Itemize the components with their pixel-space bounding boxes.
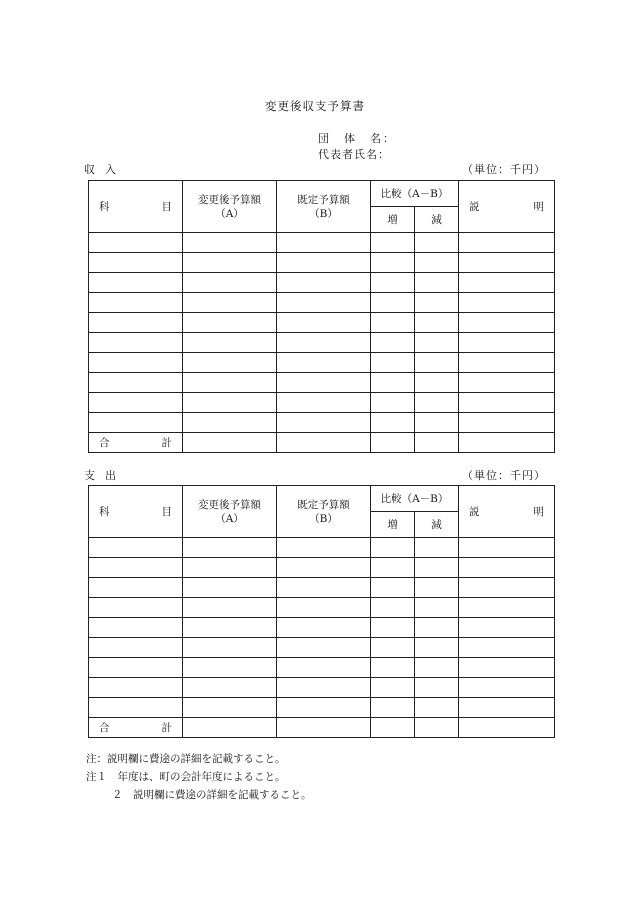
expense-section-label: 支出	[84, 469, 126, 482]
table-cell[interactable]	[183, 638, 277, 658]
table-row	[89, 678, 555, 698]
table-cell[interactable]	[89, 638, 183, 658]
income-header-after-budget	[183, 181, 277, 233]
table-cell[interactable]	[459, 638, 555, 658]
table-row	[89, 578, 555, 598]
table-cell[interactable]	[183, 618, 277, 638]
table-cell[interactable]	[277, 273, 371, 293]
table-cell[interactable]	[459, 333, 555, 353]
table-cell[interactable]	[183, 433, 277, 453]
income-header-existing-budget	[277, 181, 371, 233]
table-cell[interactable]	[371, 538, 415, 558]
table-cell[interactable]	[371, 598, 415, 618]
table-cell[interactable]	[277, 233, 371, 253]
table-cell[interactable]	[371, 373, 415, 393]
table-cell[interactable]	[371, 658, 415, 678]
table-cell[interactable]	[459, 698, 555, 718]
expense-unit-label: （単位：千円）	[462, 469, 546, 482]
income-table	[88, 180, 555, 453]
table-cell[interactable]	[183, 558, 277, 578]
table-cell[interactable]	[183, 718, 277, 738]
table-row	[89, 233, 555, 253]
table-cell[interactable]	[415, 618, 459, 638]
table-cell[interactable]	[459, 273, 555, 293]
header-explain-left: 説	[469, 201, 480, 213]
table-cell[interactable]	[183, 598, 277, 618]
table-cell[interactable]	[459, 598, 555, 618]
table-cell[interactable]	[371, 333, 415, 353]
table-cell[interactable]	[371, 273, 415, 293]
header-after-budget-line2: （A）	[215, 512, 244, 525]
table-cell[interactable]	[459, 558, 555, 578]
table-cell[interactable]	[277, 433, 371, 453]
table-cell[interactable]	[371, 433, 415, 453]
table-cell[interactable]	[415, 313, 459, 333]
table-row	[89, 333, 555, 353]
table-cell[interactable]	[459, 373, 555, 393]
table-cell[interactable]	[89, 253, 183, 273]
table-cell[interactable]	[371, 393, 415, 413]
table-cell[interactable]	[277, 638, 371, 658]
table-cell[interactable]	[459, 313, 555, 333]
income-header-increase: 増	[371, 207, 415, 233]
header-after-budget-line1: 変更後予算額	[198, 498, 261, 511]
table-cell[interactable]	[371, 578, 415, 598]
table-cell[interactable]	[371, 293, 415, 313]
table-cell[interactable]	[415, 433, 459, 453]
table-cell[interactable]	[459, 718, 555, 738]
table-cell[interactable]	[459, 233, 555, 253]
note-line-2: 注１ 年度は、町の会計年度によること。	[86, 771, 286, 783]
table-cell[interactable]	[459, 618, 555, 638]
table-cell[interactable]	[415, 658, 459, 678]
note-line-1: 注：説明欄に費途の詳細を記載すること。	[86, 753, 286, 765]
organization-name-label: 団 体 名：	[318, 132, 396, 145]
table-cell[interactable]	[183, 393, 277, 413]
table-cell[interactable]	[371, 618, 415, 638]
expense-header-explain	[459, 486, 555, 538]
table-cell[interactable]	[277, 413, 371, 433]
table-row	[89, 698, 555, 718]
header-item-right: 目	[161, 506, 172, 518]
table-cell[interactable]	[89, 373, 183, 393]
header-item-right: 目	[161, 201, 172, 213]
table-cell[interactable]	[183, 413, 277, 433]
table-row	[89, 658, 555, 678]
table-cell[interactable]	[277, 333, 371, 353]
table-cell[interactable]	[89, 578, 183, 598]
table-cell[interactable]	[277, 678, 371, 698]
table-cell[interactable]	[415, 558, 459, 578]
table-cell[interactable]	[415, 353, 459, 373]
table-row	[89, 538, 555, 558]
table-cell[interactable]	[277, 293, 371, 313]
table-row	[89, 273, 555, 293]
table-cell[interactable]	[183, 578, 277, 598]
table-cell[interactable]	[415, 538, 459, 558]
table-cell[interactable]	[183, 333, 277, 353]
table-cell[interactable]	[371, 353, 415, 373]
notes-block	[86, 750, 312, 804]
table-cell[interactable]	[183, 658, 277, 678]
table-cell[interactable]	[183, 313, 277, 333]
table-cell[interactable]	[89, 393, 183, 413]
income-header-compare: 比較（A－B）	[371, 181, 459, 207]
income-section-label: 収入	[84, 163, 126, 176]
table-cell[interactable]	[415, 393, 459, 413]
expense-header-after-budget	[183, 486, 277, 538]
table-cell[interactable]	[459, 678, 555, 698]
table-row	[89, 618, 555, 638]
header-existing-budget-line1: 既定予算額	[297, 193, 350, 206]
table-cell[interactable]	[371, 678, 415, 698]
header-after-budget-line1: 変更後予算額	[198, 193, 261, 206]
header-explain-left: 説	[469, 506, 480, 518]
table-cell[interactable]	[415, 413, 459, 433]
header-explain-right: 明	[533, 506, 544, 518]
table-cell[interactable]	[415, 718, 459, 738]
table-cell[interactable]	[89, 333, 183, 353]
table-cell[interactable]	[89, 538, 183, 558]
expense-header-item	[89, 486, 183, 538]
table-cell[interactable]	[89, 293, 183, 313]
table-row	[89, 353, 555, 373]
table-cell[interactable]	[277, 618, 371, 638]
table-cell[interactable]	[371, 718, 415, 738]
table-cell[interactable]	[89, 273, 183, 293]
total-left: 合	[99, 722, 110, 734]
table-cell[interactable]	[415, 698, 459, 718]
table-cell[interactable]	[371, 638, 415, 658]
table-cell[interactable]	[183, 293, 277, 313]
table-row	[89, 293, 555, 313]
income-header-row	[89, 181, 555, 207]
table-cell[interactable]	[459, 578, 555, 598]
expense-header-decrease: 減	[415, 512, 459, 538]
expense-total-label	[89, 718, 183, 738]
expense-table	[88, 485, 555, 738]
table-cell[interactable]	[89, 353, 183, 373]
expense-header-row	[89, 486, 555, 512]
income-total-label	[89, 433, 183, 453]
table-cell[interactable]	[89, 658, 183, 678]
table-cell[interactable]	[183, 373, 277, 393]
table-cell[interactable]	[89, 413, 183, 433]
table-row	[89, 373, 555, 393]
header-existing-budget-line1: 既定予算額	[297, 498, 350, 511]
table-cell[interactable]	[459, 253, 555, 273]
table-cell[interactable]	[459, 353, 555, 373]
table-cell[interactable]	[415, 273, 459, 293]
total-left: 合	[99, 437, 110, 449]
table-cell[interactable]	[415, 333, 459, 353]
table-cell[interactable]	[183, 253, 277, 273]
table-cell[interactable]	[277, 578, 371, 598]
table-cell[interactable]	[371, 233, 415, 253]
table-cell[interactable]	[89, 313, 183, 333]
table-cell[interactable]	[277, 373, 371, 393]
table-row	[89, 393, 555, 413]
income-body	[89, 233, 555, 453]
table-cell[interactable]	[277, 558, 371, 578]
representative-name-label: 代表者氏名：	[318, 148, 390, 161]
table-cell[interactable]	[277, 353, 371, 373]
table-cell[interactable]	[89, 678, 183, 698]
table-cell[interactable]	[183, 698, 277, 718]
table-cell[interactable]	[415, 598, 459, 618]
income-header-item	[89, 181, 183, 233]
table-row	[89, 313, 555, 333]
table-cell[interactable]	[415, 233, 459, 253]
expense-header-compare: 比較（A－B）	[371, 486, 459, 512]
table-cell[interactable]	[89, 233, 183, 253]
table-cell[interactable]	[277, 538, 371, 558]
table-cell[interactable]	[277, 658, 371, 678]
table-cell[interactable]	[459, 538, 555, 558]
table-row	[89, 558, 555, 578]
table-cell[interactable]	[459, 393, 555, 413]
table-cell[interactable]	[277, 253, 371, 273]
table-cell[interactable]	[89, 618, 183, 638]
table-cell[interactable]	[415, 638, 459, 658]
income-unit-label: （単位：千円）	[462, 163, 546, 176]
table-cell[interactable]	[89, 558, 183, 578]
table-cell[interactable]	[459, 433, 555, 453]
table-cell[interactable]	[371, 413, 415, 433]
header-item-left: 科	[99, 201, 110, 213]
expense-body	[89, 538, 555, 738]
table-cell[interactable]	[277, 393, 371, 413]
table-cell[interactable]	[183, 233, 277, 253]
table-cell[interactable]	[277, 598, 371, 618]
table-cell[interactable]	[183, 538, 277, 558]
table-cell[interactable]	[415, 373, 459, 393]
table-cell[interactable]	[415, 578, 459, 598]
note-line-3: ２ 説明欄に費途の詳細を記載すること。	[112, 789, 312, 801]
table-cell[interactable]	[415, 253, 459, 273]
table-cell[interactable]	[277, 718, 371, 738]
expense-header-increase: 増	[371, 512, 415, 538]
table-cell[interactable]	[183, 678, 277, 698]
header-explain-right: 明	[533, 201, 544, 213]
table-cell[interactable]	[371, 253, 415, 273]
table-cell[interactable]	[277, 313, 371, 333]
table-cell[interactable]	[277, 698, 371, 718]
income-header-decrease: 減	[415, 207, 459, 233]
table-cell[interactable]	[459, 658, 555, 678]
income-total-row	[89, 433, 555, 453]
expense-total-row	[89, 718, 555, 738]
header-after-budget-line2: （A）	[215, 207, 244, 220]
table-cell[interactable]	[459, 413, 555, 433]
table-cell[interactable]	[183, 273, 277, 293]
table-cell[interactable]	[415, 293, 459, 313]
table-row	[89, 638, 555, 658]
table-row	[89, 413, 555, 433]
total-right: 計	[161, 722, 172, 734]
document-title: 変更後収支予算書	[265, 99, 365, 113]
header-item-left: 科	[99, 506, 110, 518]
table-cell[interactable]	[371, 313, 415, 333]
income-header-explain	[459, 181, 555, 233]
header-existing-budget-line2: （B）	[309, 512, 338, 525]
table-cell[interactable]	[183, 353, 277, 373]
table-row	[89, 253, 555, 273]
table-cell[interactable]	[371, 558, 415, 578]
table-row	[89, 598, 555, 618]
table-cell[interactable]	[371, 698, 415, 718]
table-cell[interactable]	[459, 293, 555, 313]
header-existing-budget-line2: （B）	[309, 207, 338, 220]
expense-header-existing-budget	[277, 486, 371, 538]
table-cell[interactable]	[89, 598, 183, 618]
table-cell[interactable]	[415, 678, 459, 698]
table-cell[interactable]	[89, 698, 183, 718]
total-right: 計	[161, 437, 172, 449]
